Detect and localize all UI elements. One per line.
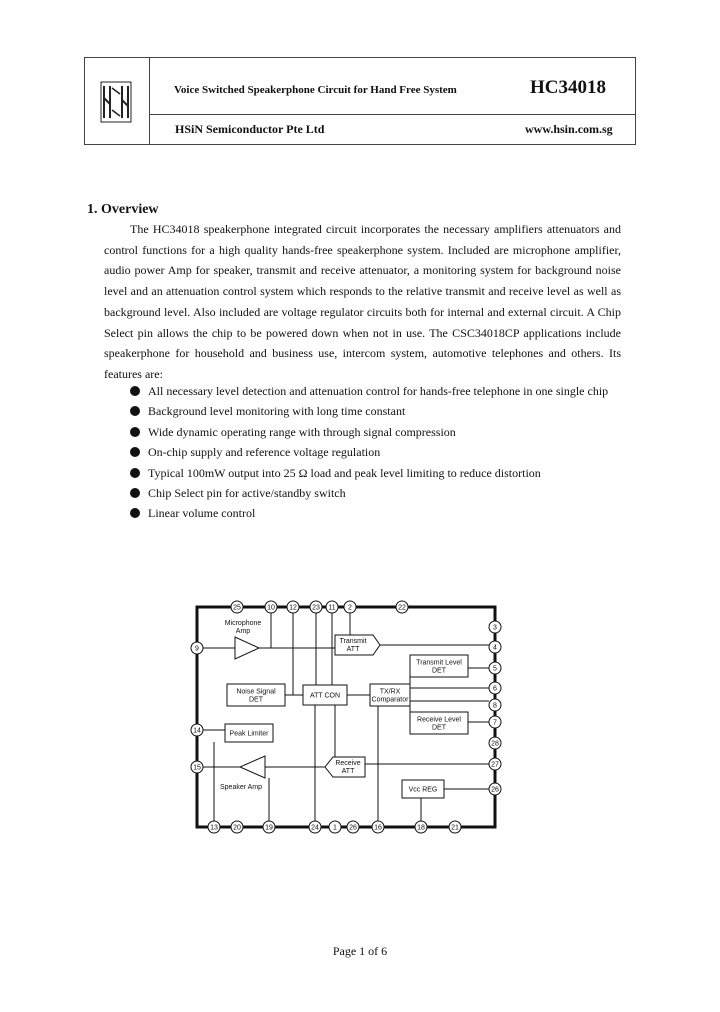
document-title: Voice Switched Speakerphone Circuit for Hand Free System <box>174 84 457 96</box>
pin-number: 7 <box>493 719 497 727</box>
transmit-att-label: ATT <box>346 646 360 653</box>
company-logo <box>85 58 150 144</box>
pin-number: 18 <box>417 824 425 832</box>
mic-amp-label: Amp <box>235 628 251 635</box>
pin-number: 16 <box>374 824 382 832</box>
peak-limiter-label: Peak Limiter <box>229 730 269 738</box>
bullet-icon <box>130 406 140 416</box>
noise-signal-det-label: DET <box>249 696 263 704</box>
transmit-att-label: Transmit <box>339 638 367 645</box>
pin-number: 15 <box>193 764 201 772</box>
pin-number: 20 <box>233 824 241 832</box>
receive-level-det-label: Receive Level <box>417 716 461 724</box>
pin-number: 19 <box>265 824 273 832</box>
pin-number: 5 <box>493 665 497 673</box>
list-item: All necessary level detection and attenuation control for hands-free telephone in one single chip <box>130 381 608 401</box>
list-item: Linear volume control <box>130 503 608 523</box>
section-heading: 1. Overview <box>87 202 159 217</box>
vcc-reg-label: Vcc REG <box>408 786 438 794</box>
noise-signal-det-label: Noise Signal <box>236 688 276 696</box>
hsin-logo-mark <box>101 82 131 122</box>
page-number: Page 1 of 6 <box>332 944 388 958</box>
bullet-icon <box>130 468 140 478</box>
transmit-level-det-label: DET <box>432 667 446 675</box>
pin-number: 22 <box>398 604 406 612</box>
part-number: HC34018 <box>530 77 606 98</box>
pin-number: 9 <box>195 645 199 653</box>
list-item: Background level monitoring with long time constant <box>130 401 608 421</box>
pin-number: 25 <box>233 604 241 612</box>
pin-number: 13 <box>210 824 218 832</box>
pin-number: 10 <box>267 604 275 612</box>
pin-number: 2 <box>348 604 352 612</box>
pin-number: 6 <box>493 685 497 693</box>
pin-number: 26 <box>349 824 357 832</box>
bullet-icon <box>130 447 140 457</box>
bullet-icon <box>130 386 140 396</box>
pin-number: 26 <box>491 786 499 794</box>
overview-paragraph: The HC34018 speakerphone integrated circuit incorporates the necessary amplifiers attenuators and control functions for a high quality hands-free speakerphone system. Included are microphone amplifier, audio power Amp for speaker, transmit and receive attenuator, a monitoring system for background noise level and an attenuation control system which responds to the relative transmit and receive level as well as background level. Also included are voltage regulator circuits both for internal and external circuit. A Chip Select pin allows the chip to be powered down when not in use. The CSC34018CP applications include speakerphone for household and business use, intercom system, automotive telephones and others. Its features are: <box>104 222 621 381</box>
att-con-label: ATT CON <box>309 692 341 700</box>
pin-number: 23 <box>312 604 320 612</box>
list-item: On-chip supply and reference voltage regulation <box>130 442 608 462</box>
list-item: Chip Select pin for active/standby switch <box>130 483 608 503</box>
pin-number: 4 <box>493 644 497 652</box>
pin-number: 24 <box>311 824 319 832</box>
pin-number: 21 <box>451 824 459 832</box>
company-name: HSiN Semiconductor Pte Ltd <box>175 122 325 136</box>
company-website-link[interactable]: www.hsin.com.sg <box>525 122 613 136</box>
receive-att-label: Receive <box>335 760 361 767</box>
block-diagram <box>185 597 515 842</box>
tx-rx-comparator-label: TX/RX <box>379 688 401 696</box>
feature-list <box>130 381 608 524</box>
mic-amp-label: Microphone <box>224 620 262 627</box>
pin-number: 11 <box>328 604 336 612</box>
pin-number: 28 <box>491 740 499 748</box>
pin-number: 12 <box>289 604 297 612</box>
mic-amp <box>235 637 259 659</box>
bullet-icon <box>130 488 140 498</box>
pin-number: 1 <box>333 824 337 832</box>
list-item: Typical 100mW output into 25 Ω load and peak level limiting to reduce distortion <box>130 463 608 483</box>
receive-att-label: ATT <box>341 768 355 775</box>
speaker-amp-label: Speaker Amp <box>219 784 263 791</box>
header-divider <box>149 114 635 115</box>
transmit-level-det-label: Transmit Level <box>416 659 462 667</box>
pin-number: 3 <box>493 624 497 632</box>
list-item: Wide dynamic operating range with through signal compression <box>130 422 608 442</box>
bullet-icon <box>130 427 140 437</box>
receive-level-det-label: DET <box>432 724 446 732</box>
pin-number: 14 <box>193 727 201 735</box>
bullet-icon <box>130 508 140 518</box>
pin-number: 27 <box>491 761 499 769</box>
tx-rx-comparator-label: Comparator <box>371 696 409 704</box>
pin-number: 8 <box>493 702 497 710</box>
speaker-amp <box>240 756 265 778</box>
